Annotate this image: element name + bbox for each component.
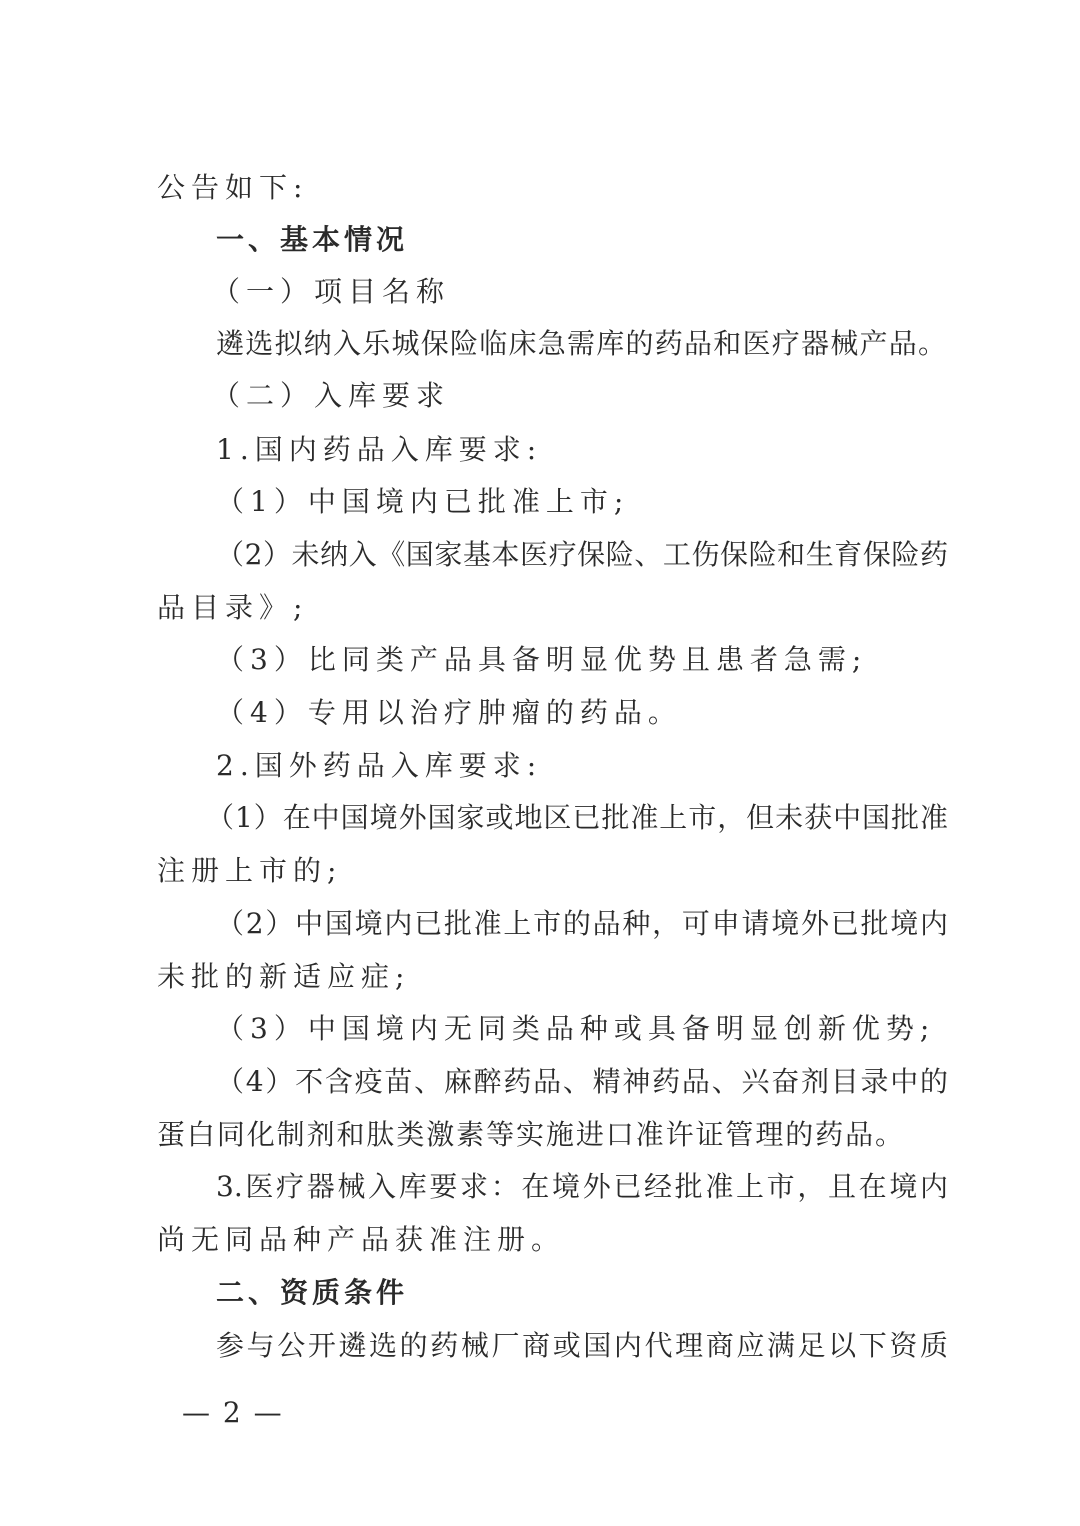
- foreign-item-1-line-1: （1）在中国境外国家或地区已批准上市，但未获中国批准: [206, 801, 948, 834]
- section-heading-qualifications: 二、资质条件: [216, 1276, 409, 1309]
- device-requirements-line-2: 尚无同品种产品获准注册。: [157, 1223, 566, 1256]
- foreign-item-4-line-1: （4）不含疫苗、麻醉药品、精神药品、兴奋剂目录中的: [216, 1065, 948, 1098]
- page-number: — 2 —: [182, 1396, 284, 1429]
- intro-line: 公告如下:: [157, 171, 309, 204]
- project-name-text: 遴选拟纳入乐城保险临床急需库的药品和医疗器械产品。: [216, 327, 946, 360]
- foreign-item-2-line-2: 未批的新适应症;: [157, 960, 411, 993]
- device-requirements-line-1: 3.医疗器械入库要求：在境外已经批准上市，且在境内: [216, 1170, 948, 1203]
- domestic-item-1: （1）中国境内已批准上市;: [216, 485, 630, 518]
- subheading-requirements: （二）入库要求: [212, 379, 451, 412]
- domestic-item-3: （3）比同类产品具备明显优势且患者急需;: [216, 643, 868, 676]
- foreign-item-4-line-2: 蛋白同化制剂和肽类激素等实施进口准许证管理的药品。: [157, 1118, 903, 1151]
- domestic-item-2-line-1: （2）未纳入《国家基本医疗保险、工伤保险和生育保险药: [216, 538, 948, 571]
- subheading-project-name: （一）项目名称: [212, 275, 451, 308]
- foreign-item-2-line-1: （2）中国境内已批准上市的品种，可申请境外已批境内: [216, 907, 948, 940]
- foreign-drug-requirements-title: 2.国外药品入库要求:: [216, 749, 543, 782]
- qualifications-text: 参与公开遴选的药械厂商或国内代理商应满足以下资质: [216, 1329, 948, 1362]
- foreign-item-3: （3）中国境内无同类品种或具备明显创新优势;: [216, 1012, 936, 1045]
- section-heading-basic-info: 一、基本情况: [216, 223, 409, 256]
- foreign-item-1-line-2: 注册上市的;: [157, 854, 343, 887]
- domestic-item-4: （4）专用以治疗肿瘤的药品。: [216, 696, 682, 729]
- domestic-item-2-line-2: 品目录》;: [157, 591, 309, 624]
- domestic-drug-requirements-title: 1.国内药品入库要求:: [216, 433, 543, 466]
